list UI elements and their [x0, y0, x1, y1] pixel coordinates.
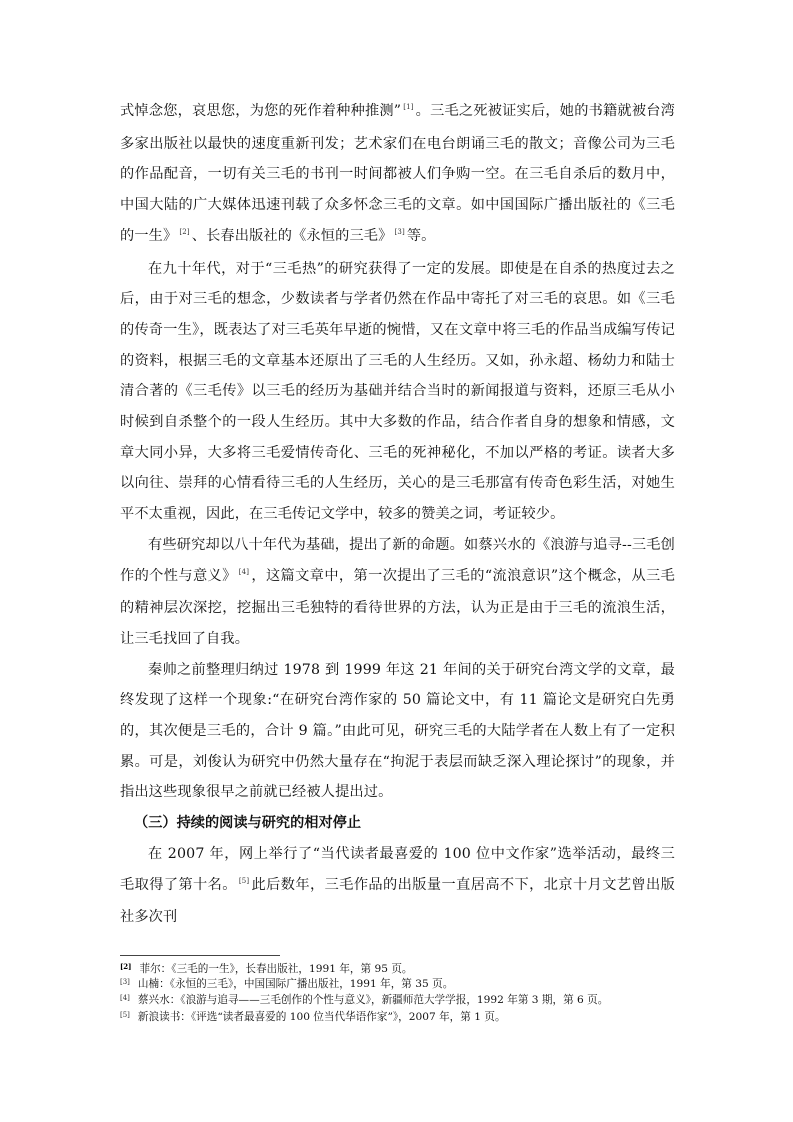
- section-heading: （三）持续的阅读与研究的相对停止: [134, 815, 362, 832]
- footnote-text: 菲尔：《三毛的一生》，长春出版社，1991 年，第 95 页。: [139, 963, 413, 975]
- paragraph-text: 有些研究却以八十年代为基础，提出了新的命题。如蔡兴水的《浪游与追寻--三毛创作的个性与意义》: [120, 536, 675, 584]
- footnote: [120, 1010, 680, 1026]
- footnote: [120, 962, 680, 977]
- footnote-marker: [2]: [120, 962, 132, 971]
- paragraph: [120, 96, 675, 254]
- footnote-marker: [4]: [120, 994, 130, 1003]
- paragraph: [120, 839, 675, 933]
- paragraph: [120, 254, 675, 530]
- footnote-marker: [3]: [120, 978, 130, 987]
- footnote-text: 山楠：《永恒的三毛》，中国国际广播出版社，1991 年，第 35 页。: [137, 978, 454, 991]
- footnote-separator: [120, 955, 280, 956]
- paragraph-text: 式悼念您，哀思您，为您的死作着种种推测”: [120, 103, 402, 119]
- paragraph-text: 。三毛之死被证实后，她的书籍就被台湾多家出版社以最快的速度重新刊发；艺术家们在电台朗诵三毛的散文；音像公司为三毛的作品配音，一切有关三毛的书刊一时间都被人们争购一空。在三毛自杀后的数月中，中国大陆的广大媒体迅速刊载了众多怀念三毛的文章。如中国国际广播出版社的《三毛的一生》: [120, 103, 675, 244]
- paragraph-text: 秦帅之前整理归纳过 1978 到 1999 年这 21 年间的关于研究台湾文学的文章，最终发现了这样一个现象:“在研究台湾作家的 50 篇论文中，有 11 篇论文是研究白先勇的，其次便是三毛的，合计 9 篇。”由此可见，研究三毛的大陆学者在人数上有了一定积累。可是，刘俊认为研究中仍然大量存在“拘泥于表层而缺乏深入理论探讨”的现象，并指出这些现象很早之前就已经被人提出过。: [120, 661, 675, 801]
- paragraph-text: 此后数年，三毛作品的出版量一直居高不下，北京十月文艺曾出版社多次刊: [120, 876, 675, 926]
- citation-mark: [1]: [403, 103, 414, 111]
- footnote-text: 蔡兴水：《浪游与追寻——三毛创作的个性与意义》，新疆师范大学学报，1992 年第 3 期，第 6 页。: [137, 994, 609, 1007]
- paragraph: [120, 530, 675, 655]
- footnote: [120, 993, 680, 1009]
- paragraph-text: ，这篇文章中，第一次提出了三毛的“流浪意识”这个概念，从三毛的精神层次深挖，挖掘出三毛独特的看待世界的方法，认为正是由于三毛的流浪生活，让三毛找回了自我。: [120, 567, 675, 647]
- paragraph-text: 在 2007 年，网上举行了“当代读者最喜爱的 100 位中文作家”选举活动，最终三毛取得了第十名。: [120, 845, 675, 893]
- paragraph-text: 等。: [406, 227, 436, 244]
- citation-mark: [4]: [238, 567, 250, 576]
- footnote: [120, 977, 680, 993]
- footnote-marker: [5]: [120, 1010, 130, 1019]
- paragraph-text: 、长春出版社的《永恒的三毛》: [191, 227, 393, 244]
- citation-mark: [5]: [238, 876, 250, 885]
- citation-mark: [2]: [179, 227, 190, 236]
- footnotes: [120, 962, 680, 1026]
- body-text: [120, 96, 675, 933]
- paragraph: [120, 655, 675, 809]
- paragraph-text: 在九十年代，对于“三毛热”的研究获得了一定的发展。即使是在自杀的热度过去之后，由于对三毛的想念，少数读者与学者仍然在作品中寄托了对三毛的哀思。如《三毛的传奇一生》，既表达了对三毛英年早逝的惋惜，又在文章中将三毛的作品当成编写传记的资料，根据三毛的文章基本还原出了三毛的人生经历。又如，孙永超、杨幼力和陆士清合著的《三毛传》以三毛的经历为基础并结合当时的新闻报道与资料，还原三毛从小时候到自杀整个的一段人生经历。其中大多数的作品，结合作者自身的想象和情感，文章大同小异，大多将三毛爱情传奇化、三毛的死神秘化，不加以严格的考证。读者大多以向往、崇拜的心情看待三毛的人生经历，关心的是三毛那富有传奇色彩生活，对她生平不太重视，因此，在三毛传记文学中，较多的赞美之词，考证较少。: [120, 260, 675, 523]
- citation-mark: [3]: [394, 227, 405, 236]
- footnote-text: 新浪读书：《评选“读者最喜爱的 100 位当代华语作家”》，2007 年，第 1 页。: [137, 1010, 506, 1023]
